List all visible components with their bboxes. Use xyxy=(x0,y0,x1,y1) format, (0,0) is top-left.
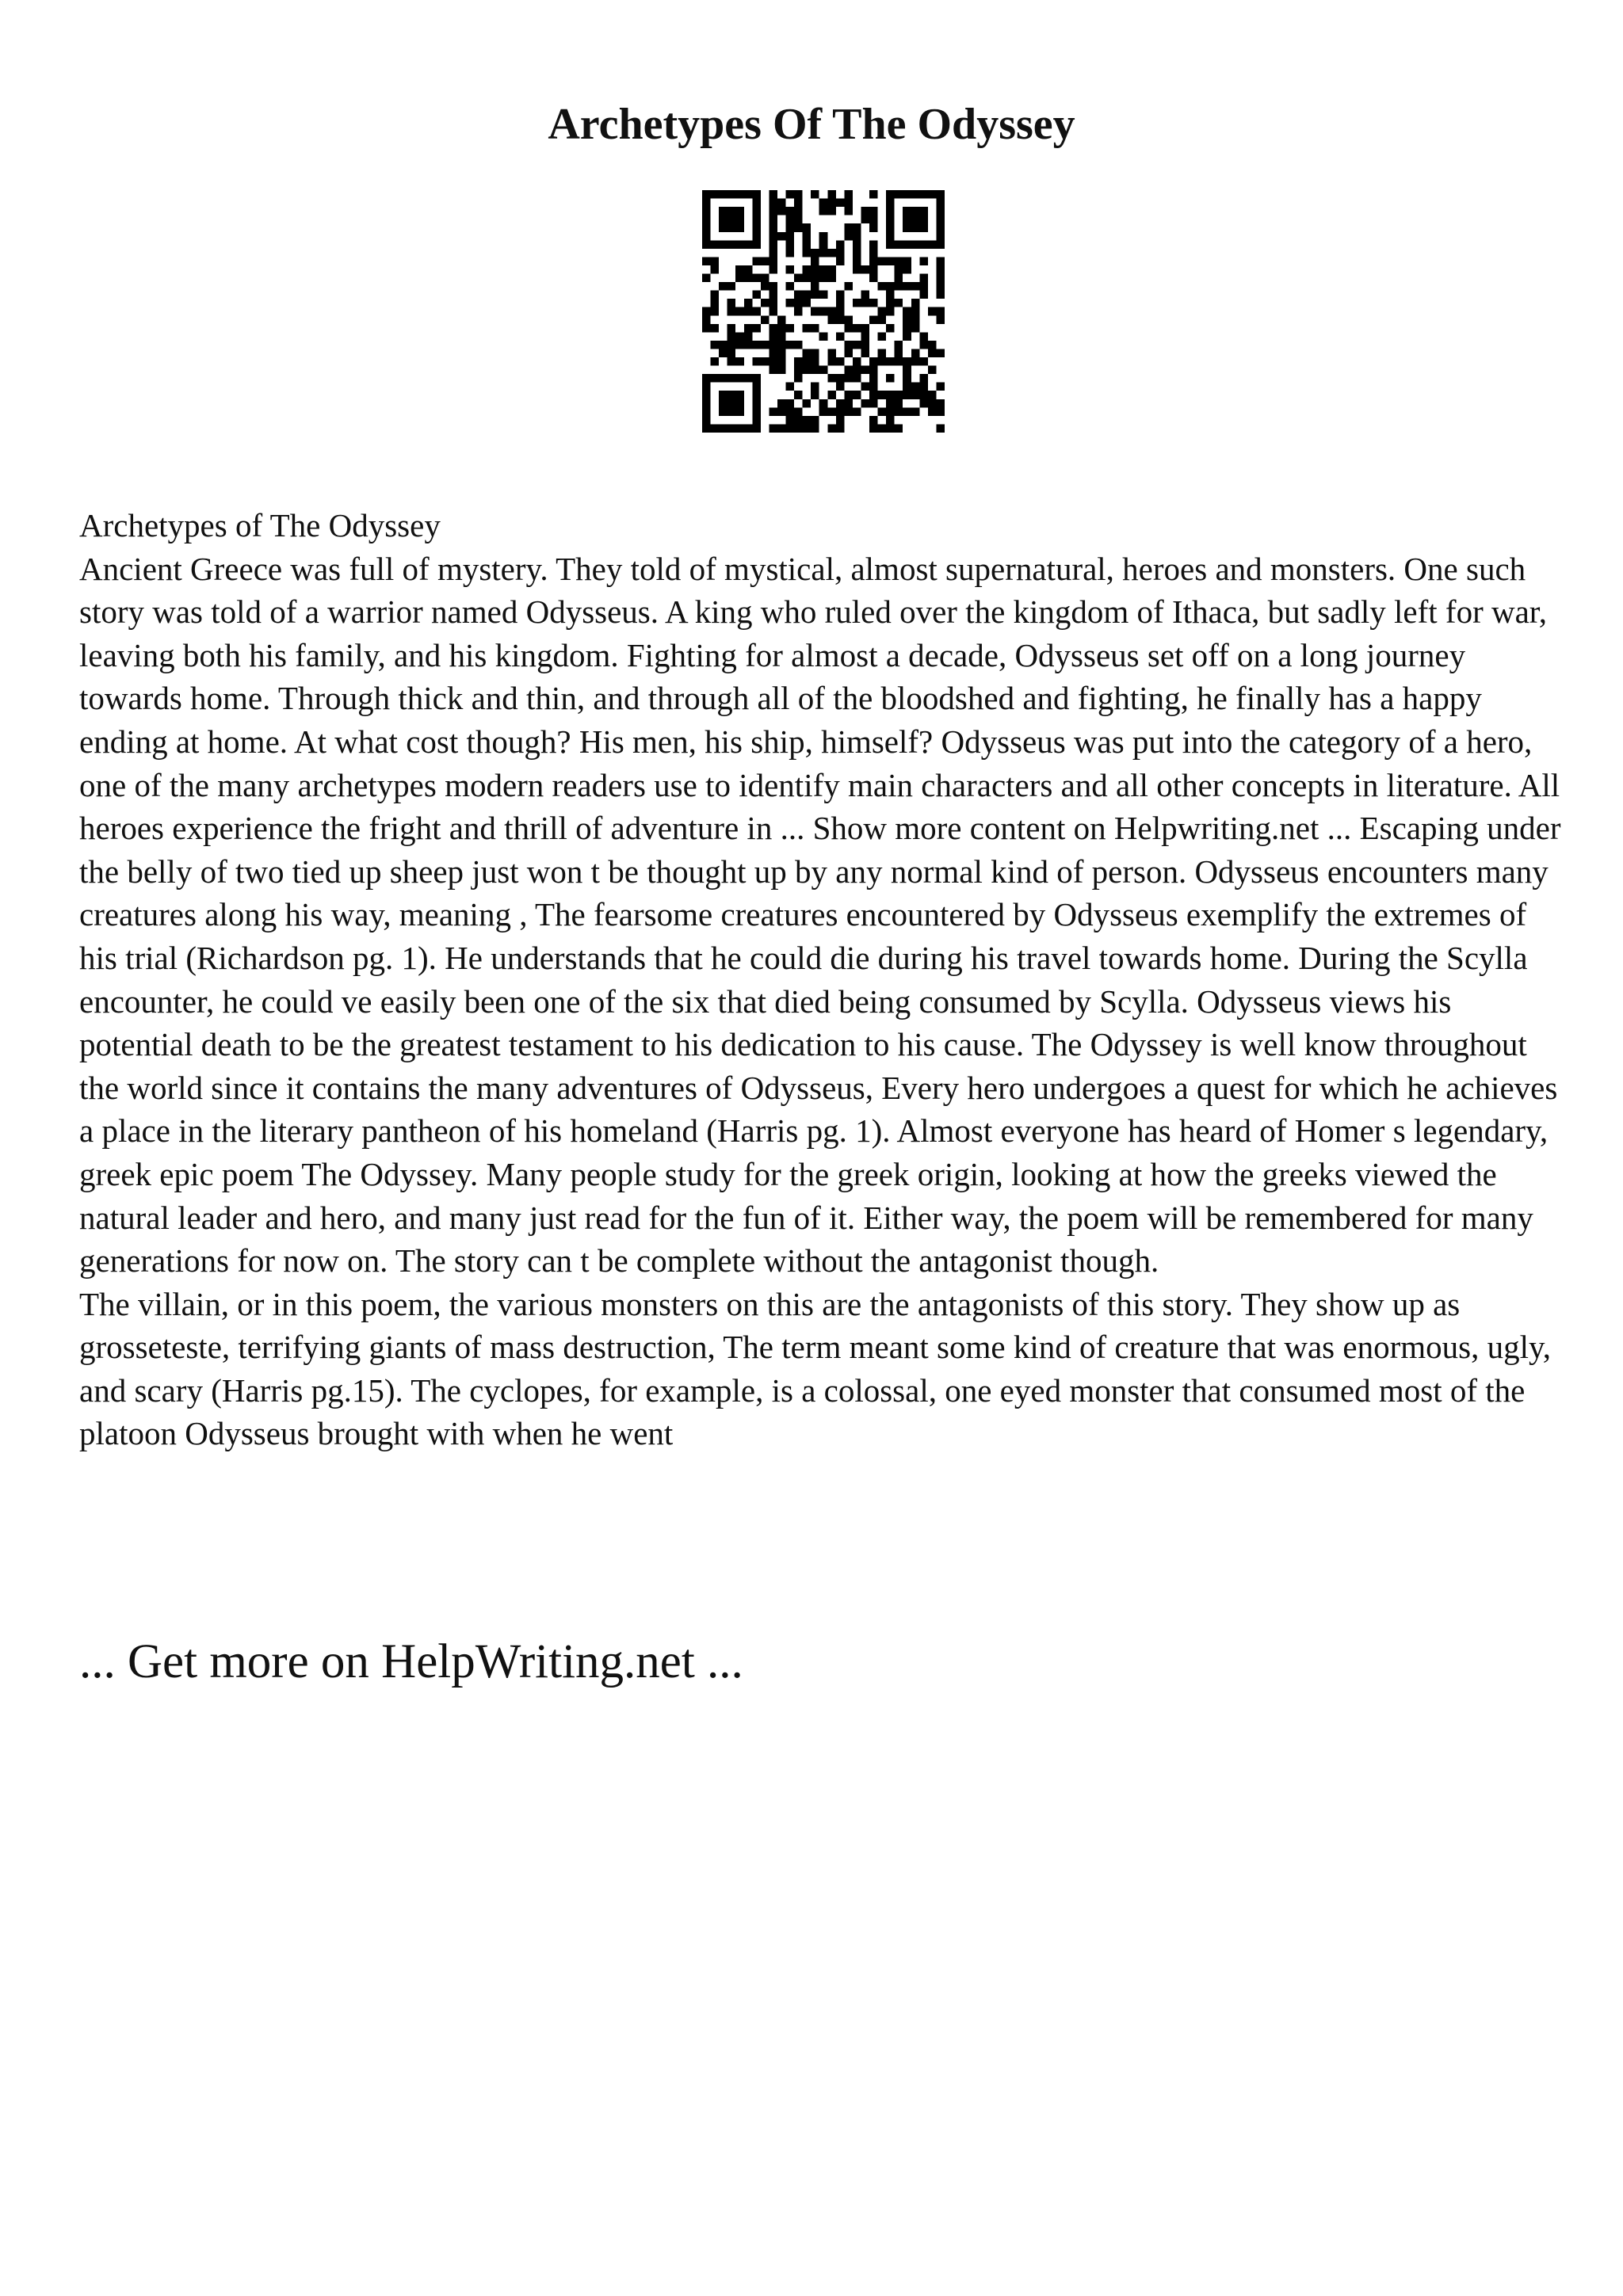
page-title: Archetypes Of The Odyssey xyxy=(548,100,1075,149)
article-heading: Archetypes of The Odyssey xyxy=(79,507,441,543)
article-paragraph: Ancient Greece was full of mystery. They told of mystical, almost supernatural, heroes and monsters. One such story was told of a warrior named Odysseus. A king who ruled over the kingdom of Ithaca, but sadly left for war, leaving both his family, and his kingdom. Fighting for almost a decade, Odysseus set off on a long journey towards home. Through thick and thin, and through all of the bloodshed and fighting, he finally has a happy ending at home. At what cost though? His men, his ship, himself? Odysseus was put into the category of a hero, one of the many archetypes modern readers use to identify main characters and all other concepts in literature. All heroes experience the fright and thrill of adventure in ... Show more content on Helpwriting.net ... Escaping under the belly of two tied up sheep just won t be thought up by any normal kind of person. Odysseus encounters many creatures along his way, meaning , The fearsome creatures encountered by Odysseus exemplify the extremes of his trial (Richardson pg. 1). He understands that he could die during his travel towards home. During the Scylla encounter, he could ve easily been one of the six that died being consumed by Scylla. Odysseus views his potential death to be the greatest testament to his dedication to his cause. The Odyssey is well know throughout the world since it contains the many adventures of Odysseus, Every hero undergoes a quest for which he achieves a place in the literary pantheon of his homeland (Harris pg. 1). Almost everyone has heard of Homer s legendary, greek epic poem The Odyssey. Many people study for the greek origin, looking at how the greeks viewed the natural leader and hero, and many just read for the fun of it. Either way, the poem will be remembered for many generations for now on. The story can t be complete without the antagonist though. xyxy=(79,550,1561,1280)
qr-code-icon xyxy=(702,190,945,433)
article-paragraph: The villain, or in this poem, the various monsters on this are the antagonists of this story. They show up as grosseteste, terrifying giants of mass destruction, The term meant some kind of creature that was enormous, ugly, and scary (Harris pg.15). The cyclopes, for example, is a colossal, one eyed monster that consumed most of the platoon Odysseus brought with when he went xyxy=(79,1285,1552,1452)
article-body xyxy=(79,504,1569,1455)
get-more-link[interactable]: ... Get more on HelpWriting.net ... xyxy=(79,1635,743,1688)
